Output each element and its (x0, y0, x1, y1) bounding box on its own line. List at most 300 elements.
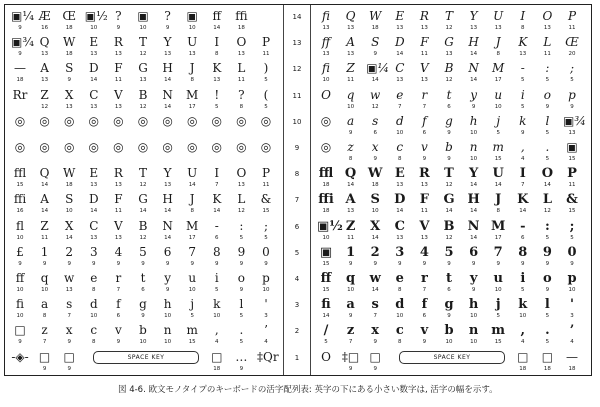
character-width: 9 (165, 260, 170, 267)
key-character: p (262, 271, 270, 285)
type-key (134, 219, 152, 245)
character-width: 9 (398, 260, 402, 267)
key-character: A (345, 192, 356, 208)
type-key (159, 166, 177, 192)
key-character: W (63, 35, 76, 50)
type-key (134, 245, 152, 271)
type-key (109, 245, 127, 271)
character-width: 13 (322, 25, 330, 31)
character-width: 5 (570, 234, 574, 241)
type-key (317, 61, 335, 87)
key-character: B (138, 218, 148, 233)
type-key (342, 61, 360, 87)
character-width: 5 (545, 77, 550, 84)
key-character: z (346, 323, 355, 339)
key-character: 2 (370, 244, 380, 260)
key-character: g (445, 113, 453, 128)
type-key (257, 297, 275, 323)
type-key (85, 140, 103, 166)
type-key (257, 61, 275, 87)
key-character: ffl (318, 166, 334, 182)
key-character: e (396, 87, 404, 102)
character-width: 13 (420, 25, 428, 31)
key-character: T (444, 166, 454, 182)
key-character: fl (15, 218, 24, 233)
key-character: S (65, 61, 74, 76)
key-character: □ (14, 323, 26, 338)
key-character: Q (39, 35, 50, 50)
type-key (159, 323, 177, 349)
type-key (563, 35, 581, 61)
character-width: 9 (348, 313, 353, 320)
character-width: 14 (371, 234, 379, 241)
type-key (366, 323, 384, 349)
character-width: 9 (471, 103, 476, 110)
key-character: W (63, 166, 76, 181)
type-key (257, 271, 275, 297)
type-key (465, 61, 483, 87)
type-key (514, 9, 532, 35)
type-key (109, 297, 127, 323)
character-width: 14 (396, 208, 404, 215)
type-key (208, 297, 226, 323)
key-character: ff (320, 271, 332, 286)
key-character: N (162, 218, 173, 233)
character-width: 10 (90, 25, 98, 31)
key-character: ; (569, 218, 575, 234)
type-key (538, 88, 556, 114)
type-key (391, 9, 409, 35)
type-key (465, 9, 483, 35)
character-width: 13 (237, 182, 245, 189)
key-character: H (467, 192, 480, 208)
key-character: ‡□ (341, 349, 360, 364)
type-key (11, 9, 34, 35)
character-width: 8 (42, 313, 47, 320)
type-key (159, 271, 177, 297)
key-character: ◎ (186, 140, 198, 154)
type-key (538, 271, 556, 297)
key-character: f (421, 297, 428, 313)
character-width: 10 (164, 339, 172, 346)
type-key (366, 297, 384, 323)
type-key (36, 323, 54, 349)
type-key (465, 140, 483, 166)
key-character: □ (369, 349, 381, 364)
character-width: 5 (545, 156, 550, 162)
character-width: 13 (65, 287, 73, 293)
character-width: 3 (264, 313, 268, 320)
type-key (391, 61, 409, 87)
key-character: S (370, 192, 380, 208)
character-width: 14 (164, 77, 172, 84)
character-width: 13 (543, 25, 551, 31)
character-width (317, 155, 335, 163)
key-character: ◎ (14, 113, 26, 128)
type-key (391, 245, 409, 271)
key-character: b (139, 323, 147, 338)
key-character: 6 (469, 244, 479, 260)
character-width: 13 (139, 77, 147, 84)
type-key (514, 61, 532, 87)
key-character: ◎ (88, 113, 100, 128)
type-key (465, 323, 483, 349)
type-key (257, 35, 275, 61)
character-width: 18 (16, 77, 24, 84)
type-key (514, 323, 532, 349)
character-width: 13 (396, 234, 404, 241)
type-key (415, 271, 433, 297)
character-width: 7 (422, 103, 427, 110)
type-key (232, 9, 250, 35)
type-key (440, 219, 458, 245)
type-key (317, 192, 335, 218)
character-width: 12 (237, 208, 245, 215)
type-key (391, 271, 409, 297)
space-key: SPACE KEY (399, 351, 505, 364)
type-key (440, 297, 458, 323)
key-character: ◎ (211, 140, 223, 154)
type-key (415, 35, 433, 61)
type-key (538, 9, 556, 35)
character-width (11, 103, 29, 111)
type-key (563, 245, 581, 271)
character-width (183, 129, 201, 137)
character-width: 10 (16, 234, 24, 241)
character-width: 6 (116, 313, 121, 320)
character-width: 9 (545, 287, 550, 293)
type-key (134, 61, 152, 87)
character-width: 8 (496, 51, 500, 58)
key-character: L (543, 35, 552, 50)
key-character: t (445, 271, 452, 286)
type-key (317, 35, 335, 61)
type-key (60, 350, 78, 376)
character-width (159, 129, 177, 137)
character-width: 14 (494, 182, 502, 189)
type-key (489, 140, 507, 166)
row-number: 9 (294, 144, 300, 152)
key-character: N (468, 61, 479, 76)
key-character: U (187, 35, 198, 50)
type-key (317, 271, 335, 297)
character-width: 18 (568, 365, 576, 372)
type-key (232, 192, 250, 218)
key-row-bottom (5, 350, 283, 376)
key-row (5, 140, 283, 166)
type-key (232, 271, 250, 297)
character-width: 13 (237, 51, 245, 58)
character-width: 5 (215, 287, 219, 293)
key-character: m (186, 323, 198, 338)
type-key (11, 166, 29, 192)
type-key (317, 245, 335, 271)
character-width: 6 (447, 287, 451, 293)
character-width: 9 (42, 260, 47, 267)
key-character: 0 (567, 244, 577, 260)
character-width: 11 (262, 182, 270, 189)
type-key (514, 166, 532, 192)
type-key (489, 271, 507, 297)
key-character: ffl (13, 166, 27, 181)
key-character: Z (40, 218, 49, 233)
type-key (232, 350, 250, 376)
type-key (563, 192, 581, 218)
type-key (440, 114, 458, 140)
type-key (109, 61, 127, 87)
character-width: 14 (347, 182, 355, 189)
character-width (85, 155, 103, 163)
character-width: 14 (164, 208, 172, 215)
key-row (5, 271, 283, 297)
key-character: J (495, 35, 501, 50)
key-character: i (520, 87, 525, 102)
key-character: F (419, 192, 429, 208)
type-key (159, 35, 177, 61)
key-row (311, 61, 589, 87)
type-key (159, 219, 177, 245)
key-character: 4 (419, 244, 429, 260)
key-character: g (139, 297, 147, 312)
type-key (415, 140, 433, 166)
character-width: 9 (422, 339, 427, 346)
character-width: 8 (92, 287, 96, 293)
type-key (440, 88, 458, 114)
character-width: 13 (188, 51, 196, 58)
type-key (85, 88, 103, 114)
character-width: 4 (264, 339, 268, 346)
type-key (11, 350, 29, 376)
key-character: O (321, 349, 331, 364)
character-width: 15 (568, 208, 576, 215)
key-character: C (89, 218, 99, 233)
character-width: 9 (471, 287, 476, 293)
key-character: 7 (188, 244, 196, 259)
type-key (36, 9, 54, 35)
key-character: ◎ (63, 140, 75, 154)
key-character: 1 (346, 244, 356, 260)
character-width: 13 (420, 77, 428, 84)
key-row (311, 35, 589, 61)
key-character: l (545, 113, 550, 128)
key-character: 3 (395, 244, 405, 260)
type-key (208, 114, 226, 140)
type-key (159, 88, 177, 114)
type-key (317, 88, 335, 114)
character-width: 13 (114, 234, 122, 241)
character-width (11, 129, 29, 137)
character-width: 9 (67, 77, 71, 84)
key-character: ◎ (320, 140, 332, 154)
type-key (342, 9, 360, 35)
key-character: ◎ (162, 140, 173, 154)
type-key (183, 9, 201, 35)
key-character: O (321, 87, 331, 102)
type-key (36, 140, 54, 166)
character-width: 14 (470, 208, 478, 215)
type-key (183, 297, 201, 323)
type-key (85, 297, 103, 323)
key-character: ’ (264, 323, 268, 338)
type-key (366, 88, 384, 114)
type-key (11, 61, 29, 87)
type-key (489, 88, 507, 114)
key-character: r (115, 271, 122, 285)
character-width: 8 (239, 103, 244, 110)
character-width: 9 (18, 25, 22, 31)
key-character: v (115, 323, 122, 338)
type-key (109, 140, 127, 166)
key-row (5, 114, 283, 140)
character-width (134, 155, 152, 163)
character-width (257, 155, 275, 163)
row-number: 4 (294, 275, 300, 283)
key-character: w (369, 271, 381, 286)
key-character: … (235, 349, 248, 364)
character-width: 4 (570, 339, 574, 346)
key-character: C (395, 61, 405, 76)
type-key (257, 349, 279, 376)
character-width: 9 (521, 129, 525, 136)
key-row (5, 88, 283, 114)
key-character: 8 (518, 244, 528, 260)
type-key (366, 350, 384, 376)
character-width: 14 (139, 208, 147, 215)
key-character: J (495, 192, 502, 208)
key-character: ◎ (162, 113, 173, 128)
key-character: Rr (12, 87, 28, 102)
character-width: 9 (447, 260, 451, 267)
type-key (366, 219, 384, 245)
key-character: 4 (114, 244, 123, 259)
type-key (440, 61, 458, 87)
character-width (208, 129, 226, 137)
type-key (208, 9, 226, 35)
key-character: : (544, 218, 550, 234)
character-width: 9 (348, 129, 353, 136)
character-width: 9 (190, 260, 194, 267)
character-width: 11 (347, 77, 355, 84)
key-character: w (370, 87, 381, 102)
type-key (109, 88, 127, 114)
type-key (538, 323, 556, 349)
type-key (11, 35, 34, 61)
character-width: 12 (445, 25, 453, 31)
type-key (465, 192, 483, 218)
character-width: 11 (568, 25, 576, 31)
type-key (134, 192, 152, 218)
key-character: I (519, 166, 526, 182)
type-key (415, 9, 433, 35)
key-character: ( (263, 87, 269, 102)
type-key (317, 323, 335, 349)
character-width: 5 (239, 234, 244, 241)
key-character: V (114, 87, 123, 102)
type-key (317, 166, 335, 192)
type-key (257, 323, 275, 349)
key-character: E (394, 166, 405, 182)
key-character: R (418, 166, 430, 182)
character-width: 18 (213, 365, 221, 372)
key-character: M (186, 218, 199, 233)
character-width: 9 (67, 339, 71, 346)
type-key (183, 271, 201, 297)
type-key (440, 271, 458, 297)
key-character: j (496, 113, 501, 128)
character-width: 13 (347, 51, 355, 58)
type-key (11, 323, 29, 349)
key-character: □ (211, 349, 223, 364)
character-width (183, 155, 201, 163)
key-row (311, 192, 589, 218)
type-key (415, 323, 433, 349)
key-character: q (346, 271, 356, 286)
character-width: 9 (165, 25, 170, 31)
key-character: A (346, 35, 355, 50)
key-character: ▣¾ (563, 113, 586, 128)
key-row (311, 323, 589, 349)
character-width: 5 (264, 234, 268, 241)
type-key (208, 140, 226, 166)
type-key (538, 245, 556, 271)
character-width: 11 (420, 51, 428, 58)
key-character: v (420, 323, 429, 339)
type-key (257, 245, 275, 271)
character-width: 5 (239, 339, 244, 346)
key-character: ▣½ (84, 9, 108, 23)
character-width (11, 365, 29, 373)
type-key (366, 192, 384, 218)
character-width: 9 (373, 260, 377, 267)
character-width: 11 (41, 234, 49, 241)
key-character: W (367, 166, 383, 182)
key-character: Y (469, 9, 478, 23)
key-character: ' (264, 297, 268, 312)
type-key (183, 192, 201, 218)
type-key (489, 166, 507, 192)
character-width: 8 (215, 51, 219, 58)
character-width: 3 (570, 313, 574, 320)
character-width: 9 (545, 260, 550, 267)
key-character: 7 (493, 244, 503, 260)
character-width: 9 (496, 260, 500, 267)
type-key (183, 219, 201, 245)
type-key (514, 297, 532, 323)
character-width: 17 (188, 103, 196, 110)
key-character: ' (570, 297, 574, 313)
key-character: ▣¼ (11, 9, 34, 23)
key-character: , (214, 323, 219, 338)
character-width: 13 (568, 129, 576, 136)
type-key (109, 271, 127, 297)
type-key (563, 297, 581, 323)
type-key (11, 297, 29, 323)
key-character: D (394, 35, 405, 50)
type-key (183, 166, 201, 192)
key-character: z (41, 323, 48, 338)
key-character: y (164, 271, 171, 285)
character-width: 10 (16, 287, 24, 293)
type-key (489, 114, 507, 140)
character-width: 20 (568, 51, 576, 58)
key-character: ﬀ (321, 35, 331, 50)
character-width: 14 (470, 51, 478, 58)
key-character: h (163, 297, 172, 312)
key-character: R (113, 35, 123, 50)
character-width: 5 (521, 103, 525, 110)
character-width (317, 129, 335, 137)
type-key (415, 166, 433, 192)
